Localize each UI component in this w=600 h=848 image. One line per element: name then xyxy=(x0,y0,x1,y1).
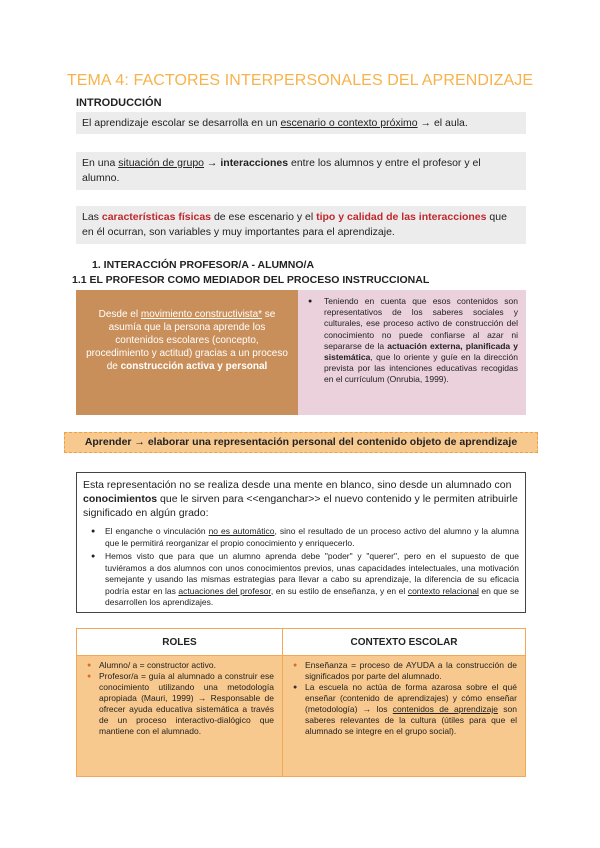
table-header-context: CONTEXTO ESCOLAR xyxy=(283,629,525,656)
section-1-heading: 1. INTERACCIÓN PROFESOR/A - ALUMNO/A xyxy=(92,259,315,271)
text: de ese escenario y el xyxy=(211,211,317,223)
table-header-roles: ROLES xyxy=(77,629,283,656)
intro-box-2 xyxy=(76,152,526,190)
text-underlined: no es automático xyxy=(208,526,275,536)
text-bold: conocimientos xyxy=(83,493,158,505)
text: Teniendo en cuenta que esos contenidos son representativos de los saberes sociales y culturales, ese proceso activo de construcción del conocimiento no puede confiarse al azar ni separarse de la xyxy=(324,296,518,351)
intro-heading: INTRODUCCIÓN xyxy=(76,97,162,109)
list-item: ● Profesor/a = guía al alumnado a construir ese conocimiento utilizando una metodología apropiada (Mauri, 1999) → Responsable de ofrecer ayuda educativa sistemática a través de un proceso interactivo-dialógico que mantiene con el alumnado. xyxy=(85,671,274,737)
section-1-1-heading: 1.1 EL PROFESOR COMO MEDIADOR DEL PROCESO INSTRUCCIONAL xyxy=(72,274,430,286)
text: son saberes relevantes de la cultura (útiles para que el alumnado se integre en el grupo social). xyxy=(305,704,517,736)
text: que en él ocurran, son variables y muy importantes para el aprendizaje. xyxy=(82,211,507,238)
list-item xyxy=(83,551,519,609)
text-highlight: tipo y calidad de las interacciones xyxy=(316,211,487,223)
text: Desde el xyxy=(98,309,141,320)
text: El enganche o vinculación xyxy=(105,526,209,536)
text-bold: actuación externa, planificada y sistemática xyxy=(324,340,518,363)
text-underlined: situación de grupo xyxy=(118,157,205,169)
context-box xyxy=(298,290,526,415)
text: , en su estilo de enseñanza, y en el xyxy=(270,585,408,596)
list-item: ● Alumno/ a = constructor activo. xyxy=(85,660,274,671)
text: en que se desarrollen los aprendizajes. xyxy=(105,585,519,607)
text: Hemos visto que para que un alumno aprenda debe "poder" y "querer", pero en el supuesto de que tuviéramos a dos alumnos con unos conocimientos previos, unas capacidades intelectuales, una motivación semejante y usando las mismas estrategias para llevar a cabo su aprendizaje, la diferencia de su eficacia podría estar en las xyxy=(105,551,519,596)
text: → el aula. xyxy=(417,117,468,129)
learning-definition-banner: Aprender → elaborar una representación personal del contenido objeto de aprendizaje xyxy=(64,432,538,453)
constructivism-box xyxy=(76,290,298,415)
text-underlined: movimiento constructivista* xyxy=(140,309,263,320)
text: El aprendizaje escolar se desarrolla en un xyxy=(82,117,281,129)
intro-box-1 xyxy=(76,112,526,134)
text-underlined: contexto relacional xyxy=(407,585,479,596)
table-cell-context xyxy=(283,656,525,776)
text: → xyxy=(204,157,221,169)
intro-box-3 xyxy=(76,206,526,244)
text-bold: interacciones xyxy=(220,157,289,169)
text: entre los alumnos y entre el profesor y el alumno. xyxy=(82,157,481,184)
text-underlined: actuaciones del profesor xyxy=(178,585,271,596)
list-item xyxy=(291,682,517,737)
list-item: ● Enseñanza = proceso de AYUDA a la construcción de significados por parte del alumnado. xyxy=(291,660,517,682)
text: se asumía que la persona aprende los contenidos escolares (concepto, procedimiento y actitud) gracias a un proceso de xyxy=(86,309,288,372)
text-underlined: escenario o contexto próximo xyxy=(280,117,418,129)
text: , sino el resultado de un proceso activo del alumno y la alumna que le permitirá reorganizar el propio conocimiento y enriquecerlo. xyxy=(105,526,520,548)
representation-box xyxy=(76,472,526,613)
page-title: TEMA 4: FACTORES INTERPERSONALES DEL APRENDIZAJE xyxy=(66,72,534,89)
text: que le sirven para <<enganchar>> el nuevo contenido y le permiten atribuirle significado en algún grado: xyxy=(83,493,518,519)
text: Esta representación no se realiza desde una mente en blanco, sino desde un alumnado con xyxy=(83,479,512,491)
list-item xyxy=(308,296,518,386)
text-underlined: contenidos de aprendizaje xyxy=(392,704,498,714)
text: En una xyxy=(82,157,119,169)
text: Las xyxy=(82,211,102,223)
text-bold: construcción activa y personal xyxy=(120,361,268,372)
text-highlight: características físicas xyxy=(101,211,212,223)
list-item xyxy=(83,526,519,549)
paragraph xyxy=(83,478,519,520)
text: La escuela no actúa de forma azarosa sobre el qué enseñar (contenido de aprendizajes) y cómo enseñar (metodología) → los xyxy=(305,682,517,714)
table-cell-roles xyxy=(77,656,283,776)
roles-context-table xyxy=(76,628,526,777)
text: , que lo oriente y guíe en la dirección prevista por las intenciones educativas recogidas en el currículum (Onrubia, 1999). xyxy=(324,352,518,385)
